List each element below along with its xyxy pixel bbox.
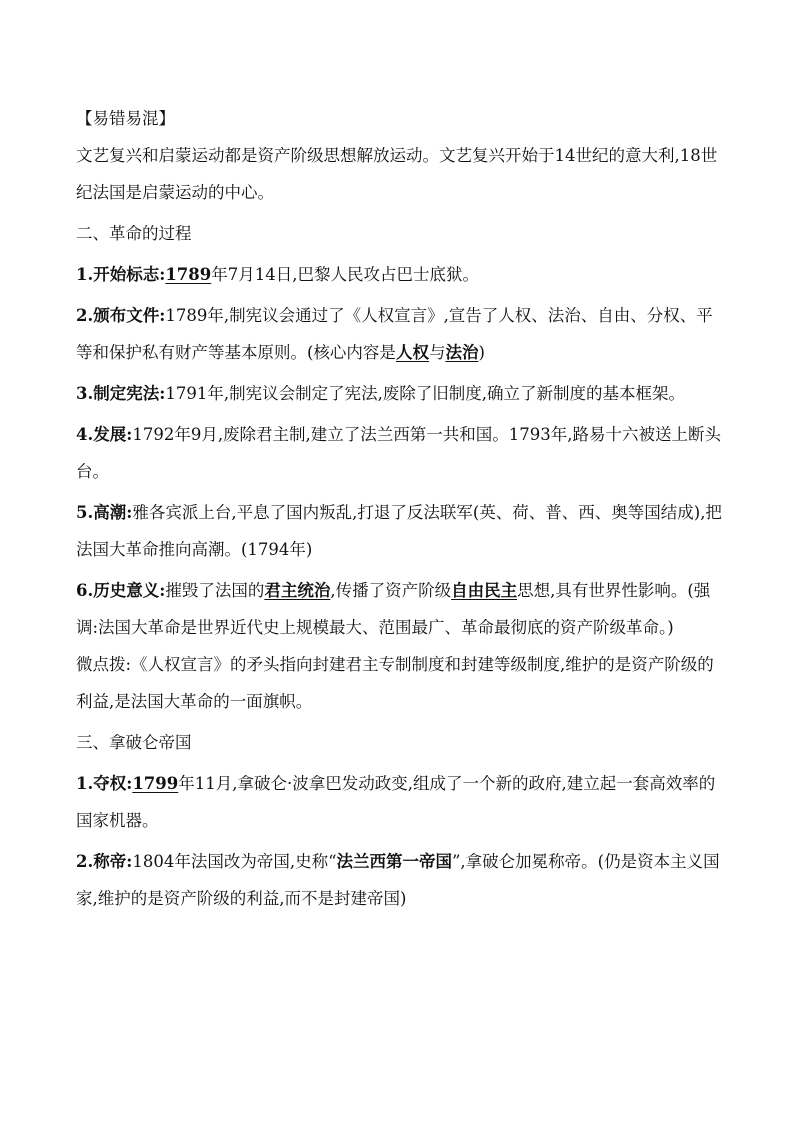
- item-number: 2.: [76, 852, 94, 871]
- tip-paragraph: 文艺复兴和启蒙运动都是资产阶级思想解放运动。文艺复兴开始于14世纪的意大利,18世纪法国是启蒙运动的中心。: [76, 146, 718, 202]
- fill-blank-answer: 君主统治: [264, 581, 331, 600]
- section2-item-4: [76, 416, 724, 490]
- fill-blank-answer: 法治: [445, 343, 479, 362]
- item-heading: 称帝:: [93, 852, 133, 871]
- item-heading: 夺权:: [93, 774, 133, 793]
- item-heading: 历史意义: [93, 581, 160, 600]
- item-text: 1791年,制宪议会制定了宪法,废除了旧制度,确立了新制度的基本框架。: [165, 384, 686, 403]
- item-text: ,传播了资产阶级: [330, 581, 452, 600]
- item-number: 5.: [76, 503, 94, 522]
- item-heading: 发展:: [93, 425, 133, 444]
- fill-blank-answer: 1799: [132, 774, 179, 793]
- item-text: ”,拿破仑加冕称帝。(仍是资本主义国家,维护的是资产阶级的利益,而不是封建帝国): [76, 852, 720, 908]
- item-text: 年11月,拿破仑·波拿巴发动政变,组成了一个新的政府,建立起一套高效率的国家机器。: [76, 774, 716, 830]
- item-text: 雅各宾派上台,平息了国内叛乱,打退了反法联军(英、荷、普、西、奥等国结成),把法国大革命推向高潮。(1794年): [76, 503, 722, 559]
- section2-title: 二、革命的过程: [76, 224, 192, 243]
- item-text: 1792年9月,废除君主制,建立了法兰西第一共和国。1793年,路易十六被送上断头台。: [76, 425, 722, 481]
- item-number: 6.: [76, 581, 94, 600]
- item-text: 摧毁了法国的: [165, 581, 265, 600]
- item-number: 3.: [76, 384, 94, 403]
- item-heading: 制定宪法:: [93, 384, 166, 403]
- fill-blank-answer: 人权: [395, 343, 429, 362]
- item-text: 1804年法国改为帝国,史称“: [132, 852, 337, 871]
- section2-item-1: [76, 256, 724, 293]
- item-text: 思想,具有世界性影响。(强调:法国大革命是世界近代史上规模最大、范围最广、革命最彻底的资产阶级革命。): [76, 581, 711, 637]
- item-text: 1789年,制宪议会通过了《人权宣言》,宣告了人权、法治、自由、分权、平等和保护私有财产等基本原则。(核心内容是: [76, 306, 713, 362]
- section3-item-1: [76, 765, 724, 839]
- item-heading: 颁布文件:: [93, 306, 166, 325]
- item-number: 1.: [76, 265, 94, 284]
- fill-blank-answer: 1789: [165, 265, 212, 284]
- item-text: ): [478, 343, 485, 362]
- fill-blank-answer: 自由民主: [451, 581, 518, 600]
- item-text: 年7月14日,巴黎人民攻占巴士底狱。: [211, 265, 480, 284]
- item-bold-term: 法兰西第一帝国: [336, 852, 452, 871]
- item-heading: 高潮:: [93, 503, 133, 522]
- section2-item-6: [76, 572, 724, 646]
- document-content: [76, 100, 724, 921]
- item-number: 2.: [76, 306, 94, 325]
- section2-item-3: [76, 375, 724, 412]
- section2-note: 微点拨:《人权宣言》的矛头指向封建君主专制制度和封建等级制度,维护的是资产阶级的利益,是法国大革命的一面旗帜。: [76, 655, 714, 711]
- section2-item-2: [76, 297, 724, 371]
- tip-label: [76, 100, 724, 137]
- section2-item-5: [76, 494, 724, 568]
- tip-label-text: 【易错易混】: [76, 109, 175, 128]
- section3-item-2: [76, 843, 724, 917]
- item-number: 4.: [76, 425, 94, 444]
- item-text: 与: [428, 343, 446, 362]
- section3-title: 三、拿破仑帝国: [76, 733, 192, 752]
- item-colon: :: [159, 581, 166, 600]
- item-heading: 开始标志:: [93, 265, 166, 284]
- item-number: 1.: [76, 774, 94, 793]
